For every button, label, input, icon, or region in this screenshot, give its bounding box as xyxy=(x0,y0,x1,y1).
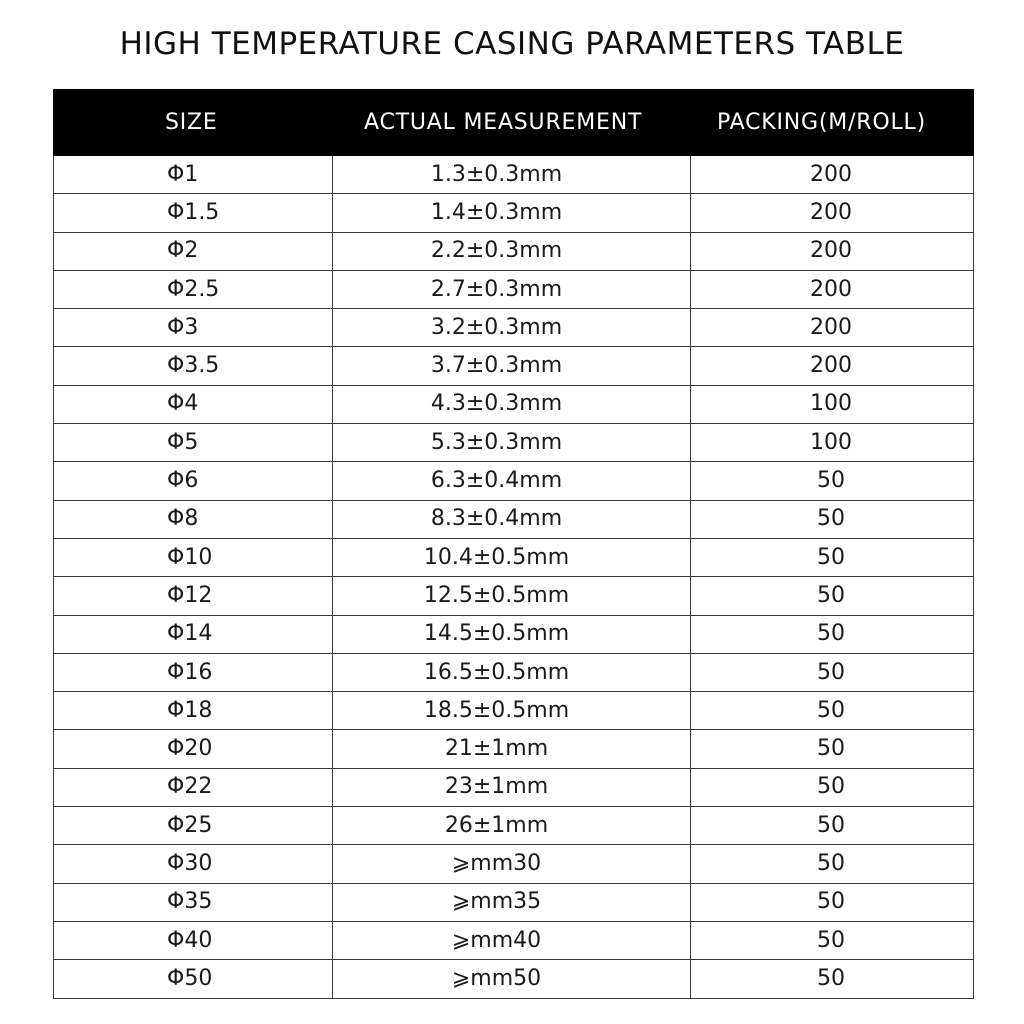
cell-size: Φ22 xyxy=(54,768,333,806)
cell-size: Φ4 xyxy=(54,385,333,423)
table-row xyxy=(54,385,974,423)
cell-actual-measurement: 10.4±0.5mm xyxy=(333,538,691,576)
cell-packing: 50 xyxy=(691,538,974,576)
table-row xyxy=(54,424,974,462)
cell-packing: 50 xyxy=(691,807,974,845)
cell-size: Φ10 xyxy=(54,538,333,576)
cell-size: Φ16 xyxy=(54,653,333,691)
cell-packing: 50 xyxy=(691,845,974,883)
cell-packing: 50 xyxy=(691,921,974,959)
cell-actual-measurement: 8.3±0.4mm xyxy=(333,500,691,538)
cell-actual-measurement: 6.3±0.4mm xyxy=(333,462,691,500)
cell-packing: 200 xyxy=(691,270,974,308)
parameters-table-container xyxy=(53,89,973,999)
cell-actual-measurement: 23±1mm xyxy=(333,768,691,806)
cell-size: Φ2.5 xyxy=(54,270,333,308)
cell-size: Φ5 xyxy=(54,424,333,462)
cell-packing: 50 xyxy=(691,462,974,500)
cell-size: Φ35 xyxy=(54,883,333,921)
table-row xyxy=(54,921,974,959)
cell-packing: 50 xyxy=(691,653,974,691)
cell-actual-measurement: 14.5±0.5mm xyxy=(333,615,691,653)
cell-size: Φ18 xyxy=(54,692,333,730)
table-row xyxy=(54,845,974,883)
table-row xyxy=(54,692,974,730)
header-packing: PACKING(M/ROLL) xyxy=(691,90,974,156)
cell-size: Φ3 xyxy=(54,309,333,347)
table-body xyxy=(54,156,974,999)
cell-packing: 50 xyxy=(691,577,974,615)
cell-actual-measurement: 1.4±0.3mm xyxy=(333,194,691,232)
cell-actual-measurement: 18.5±0.5mm xyxy=(333,692,691,730)
cell-size: Φ14 xyxy=(54,615,333,653)
cell-packing: 50 xyxy=(691,730,974,768)
table-row xyxy=(54,538,974,576)
cell-size: Φ30 xyxy=(54,845,333,883)
cell-size: Φ40 xyxy=(54,921,333,959)
header-size: SIZE xyxy=(54,90,333,156)
cell-actual-measurement: 2.7±0.3mm xyxy=(333,270,691,308)
cell-packing: 200 xyxy=(691,347,974,385)
cell-packing: 200 xyxy=(691,309,974,347)
cell-packing: 200 xyxy=(691,194,974,232)
table-row xyxy=(54,577,974,615)
page-title: HIGH TEMPERATURE CASING PARAMETERS TABLE xyxy=(119,26,905,62)
cell-actual-measurement: 4.3±0.3mm xyxy=(333,385,691,423)
cell-packing: 50 xyxy=(691,960,974,998)
cell-packing: 200 xyxy=(691,156,974,194)
cell-actual-measurement: 16.5±0.5mm xyxy=(333,653,691,691)
table-row xyxy=(54,270,974,308)
table-row xyxy=(54,768,974,806)
table-row xyxy=(54,194,974,232)
cell-size: Φ1 xyxy=(54,156,333,194)
table-row xyxy=(54,807,974,845)
table-row xyxy=(54,730,974,768)
table-row xyxy=(54,232,974,270)
table-row xyxy=(54,615,974,653)
cell-packing: 100 xyxy=(691,424,974,462)
cell-size: Φ25 xyxy=(54,807,333,845)
table-row xyxy=(54,653,974,691)
table-row xyxy=(54,309,974,347)
cell-size: Φ8 xyxy=(54,500,333,538)
cell-size: Φ2 xyxy=(54,232,333,270)
header-actual-measurement: ACTUAL MEASUREMENT xyxy=(333,90,691,156)
cell-size: Φ20 xyxy=(54,730,333,768)
cell-actual-measurement: 12.5±0.5mm xyxy=(333,577,691,615)
cell-actual-measurement: 5.3±0.3mm xyxy=(333,424,691,462)
cell-packing: 50 xyxy=(691,615,974,653)
cell-actual-measurement: ⩾mm30 xyxy=(333,845,691,883)
cell-size: Φ6 xyxy=(54,462,333,500)
table-row xyxy=(54,156,974,194)
table-row xyxy=(54,960,974,998)
cell-actual-measurement: 26±1mm xyxy=(333,807,691,845)
cell-actual-measurement: 2.2±0.3mm xyxy=(333,232,691,270)
header-row xyxy=(54,90,974,156)
table-row xyxy=(54,347,974,385)
table-row xyxy=(54,883,974,921)
cell-packing: 50 xyxy=(691,883,974,921)
table-row xyxy=(54,500,974,538)
cell-actual-measurement: ⩾mm40 xyxy=(333,921,691,959)
cell-size: Φ12 xyxy=(54,577,333,615)
cell-actual-measurement: ⩾mm50 xyxy=(333,960,691,998)
cell-size: Φ3.5 xyxy=(54,347,333,385)
parameters-table xyxy=(53,89,974,999)
cell-size: Φ50 xyxy=(54,960,333,998)
cell-actual-measurement: 21±1mm xyxy=(333,730,691,768)
cell-packing: 50 xyxy=(691,768,974,806)
cell-packing: 50 xyxy=(691,692,974,730)
table-row xyxy=(54,462,974,500)
table-header xyxy=(54,90,974,156)
cell-actual-measurement: 3.7±0.3mm xyxy=(333,347,691,385)
cell-packing: 200 xyxy=(691,232,974,270)
cell-size: Φ1.5 xyxy=(54,194,333,232)
cell-packing: 100 xyxy=(691,385,974,423)
cell-actual-measurement: ⩾mm35 xyxy=(333,883,691,921)
cell-packing: 50 xyxy=(691,500,974,538)
cell-actual-measurement: 1.3±0.3mm xyxy=(333,156,691,194)
cell-actual-measurement: 3.2±0.3mm xyxy=(333,309,691,347)
